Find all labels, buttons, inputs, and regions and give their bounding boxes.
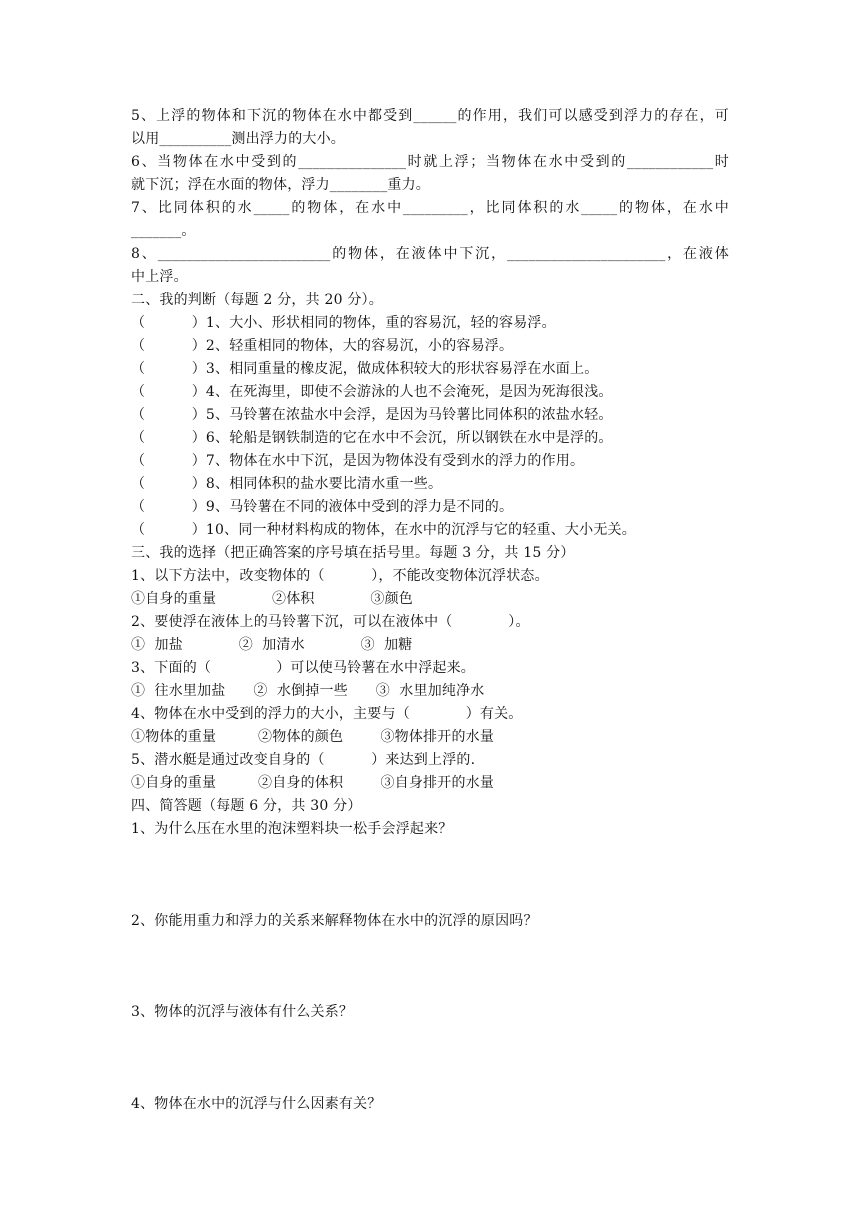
fill-q8-line2: 中上浮。 [131,269,188,285]
judgment-item: （ ）4、在死海里，即使不会游泳的人也不会淹死，是因为死海很浅。 [131,384,613,400]
judgment-item: （ ）1、大小、形状相同的物体，重的容易沉，轻的容易浮。 [131,315,556,331]
choice-options: ① 往水里加盐 ② 水倒掉一些 ③ 水里加纯净水 [131,683,485,699]
judgment-item: （ ）7、物体在水中下沉，是因为物体没有受到水的浮力的作用。 [131,453,585,469]
short-answer-q3: 3、物体的沉浮与液体有什么关系？ [131,1004,354,1020]
short-answer-q2: 2、你能用重力和浮力的关系来解释物体在水中的沉浮的原因吗？ [131,913,538,929]
choice-question: 4、物体在水中受到的浮力的大小，主要与（ ）有关。 [131,706,523,722]
judgment-item: （ ）2、轻重相同的物体，大的容易沉，小的容易浮。 [131,338,514,354]
fill-q7-line1: 7、比同体积的水_____的物体，在水中_________，比同体积的水_____的物体，在水中 [131,200,729,216]
choice-question: 5、潜水艇是通过改变自身的（ ）来达到上浮的. [131,752,476,768]
fill-q7-line2: _______。 [131,223,196,239]
choice-question: 1、以下方法中，改变物体的（ ），不能改变物体沉浮状态。 [131,568,549,584]
fill-q8-line1: 8、________________________的物体，在液体中下沉，______________________，在液体 [131,246,729,262]
judgment-item: （ ）8、相同体积的盐水要比清水重一些。 [131,476,443,492]
judgment-item: （ ）6、轮船是钢铁制造的它在水中不会沉，所以钢铁在水中是浮的。 [131,430,613,446]
fill-q6-line2: 就下沉；浮在水面的物体，浮力________重力。 [131,177,430,193]
fill-q5-line1: 5、上浮的物体和下沉的物体在水中都受到______的作用，我们可以感受到浮力的存在，可 [131,108,729,124]
fill-q6-line1: 6、当物体在水中受到的_______________时就上浮；当物体在水中受到的____________时 [131,154,729,170]
choice-question: 3、下面的（ ）可以使马铃薯在水中浮起来。 [131,660,476,676]
choice-question: 2、要使浮在液体上的马铃薯下沉，可以在液体中（ ）。 [131,614,530,630]
choice-options: ①自身的重量 ②体积 ③颜色 [131,591,414,607]
section-heading-choice: 三、我的选择（把正确答案的序号填在括号里。每题 3 分，共 15 分） [131,545,575,561]
short-answer-q1: 1、为什么压在水里的泡沫塑料块一松手会浮起来？ [131,821,453,837]
judgment-item: （ ）3、相同重量的橡皮泥，做成体积较大的形状容易浮在水面上。 [131,361,599,377]
section-heading-judgment: 二、我的判断（每题 2 分，共 20 分）。 [131,292,383,308]
judgment-item: （ ）9、马铃薯在不同的液体中受到的浮力是不同的。 [131,499,514,515]
judgment-item: （ ）10、同一种材料构成的物体，在水中的沉浮与它的轻重、大小无关。 [131,522,636,538]
fill-q5-line2: 以用__________测出浮力的大小。 [131,131,345,147]
choice-options: ① 加盐 ② 加清水 ③ 加糖 [131,637,413,653]
choice-options: ①自身的重量 ②自身的体积 ③自身排开的水量 [131,775,495,791]
section-heading-short-answer: 四、简答题（每题 6 分，共 30 分） [131,798,362,814]
choice-options: ①物体的重量 ②物体的颜色 ③物体排开的水量 [131,729,495,745]
judgment-item: （ ）5、马铃薯在浓盐水中会浮，是因为马铃薯比同体积的浓盐水轻。 [131,407,613,423]
short-answer-q4: 4、物体在水中的沉浮与什么因素有关？ [131,1096,382,1112]
